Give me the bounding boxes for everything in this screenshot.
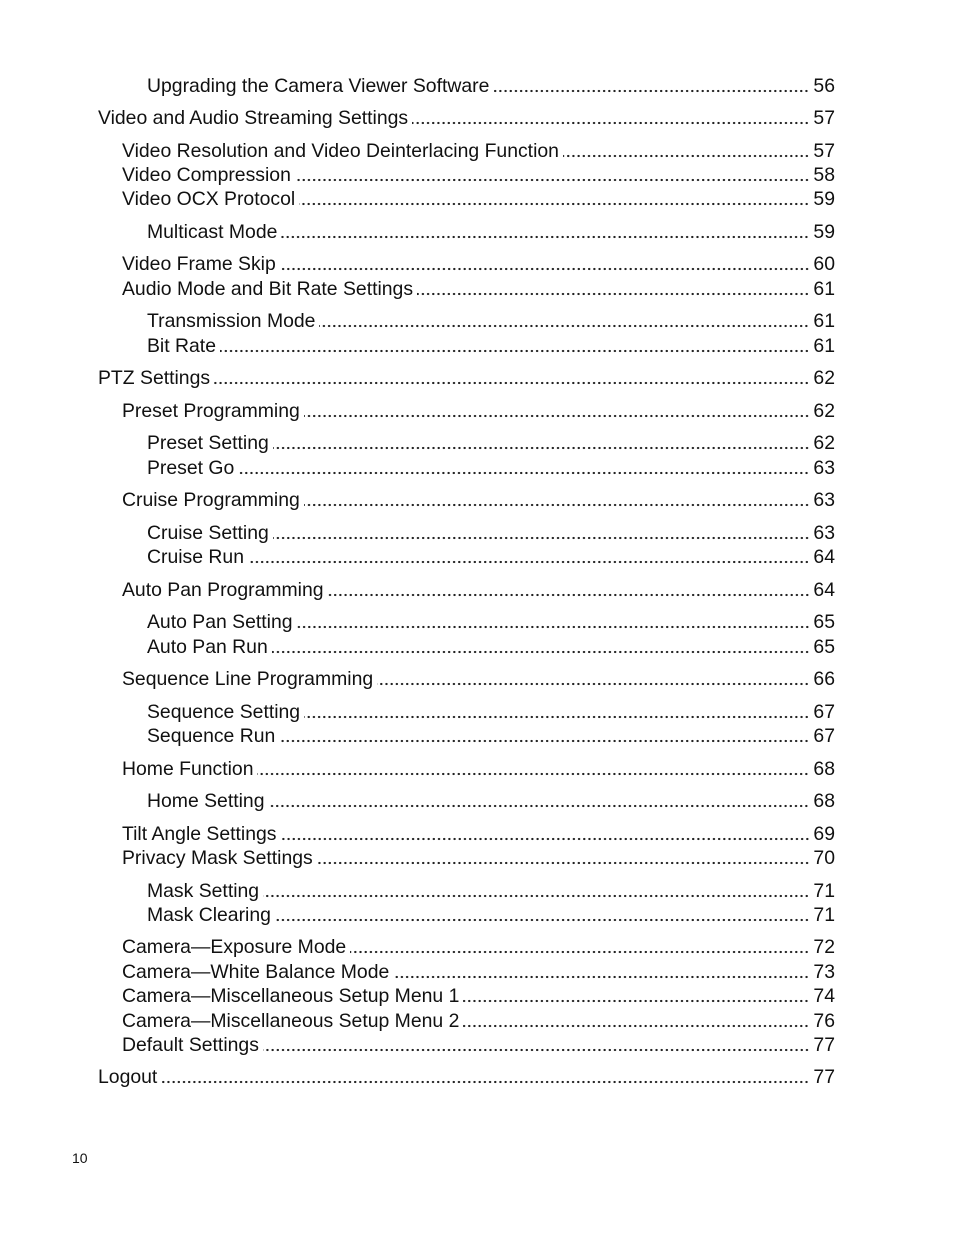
toc-entry-title: Transmission Mode xyxy=(147,310,316,332)
toc-dot-leader xyxy=(295,178,810,182)
toc-entry-title: Bit Rate xyxy=(147,335,216,357)
toc-entry[interactable] xyxy=(98,106,835,130)
toc-dot-leader xyxy=(350,950,809,954)
toc-entry[interactable] xyxy=(147,545,835,569)
toc-entry[interactable] xyxy=(122,1033,835,1057)
toc-entry[interactable] xyxy=(122,1009,835,1033)
toc-entry-title: Camera—Exposure Mode xyxy=(122,936,347,958)
toc-entry[interactable] xyxy=(122,399,835,423)
toc-dot-leader xyxy=(272,650,810,654)
toc-dot-leader xyxy=(417,292,809,296)
toc-entry-title: Privacy Mask Settings xyxy=(122,847,313,869)
toc-entry-title: PTZ Settings xyxy=(98,367,211,389)
toc-dot-leader xyxy=(317,861,810,865)
toc-entry-title: Video and Audio Streaming Settings xyxy=(98,107,409,129)
toc-entry[interactable] xyxy=(147,309,835,333)
toc-entry[interactable] xyxy=(147,610,835,634)
toc-entry-title: Auto Pan Setting xyxy=(147,611,293,633)
toc-entry-page: 67 xyxy=(813,725,835,747)
toc-entry-title: Audio Mode and Bit Rate Settings xyxy=(122,278,414,300)
toc-entry-page: 57 xyxy=(813,107,835,129)
toc-entry-page: 68 xyxy=(813,790,835,812)
toc-entry-title: Camera—Miscellaneous Setup Menu 1 xyxy=(122,985,460,1007)
toc-entry-page: 61 xyxy=(813,310,835,332)
toc-dot-leader xyxy=(280,267,810,271)
toc-entry-page: 69 xyxy=(813,823,835,845)
toc-entry-page: 62 xyxy=(813,432,835,454)
toc-entry-title: Mask Clearing xyxy=(147,904,271,926)
toc-entry[interactable] xyxy=(122,139,835,163)
toc-dot-leader xyxy=(279,739,809,743)
toc-entry[interactable] xyxy=(122,578,835,602)
toc-entry[interactable] xyxy=(147,879,835,903)
toc-entry-page: 74 xyxy=(813,985,835,1007)
toc-entry-title: Sequence Setting xyxy=(147,701,301,723)
toc-dot-leader xyxy=(304,503,810,507)
toc-dot-leader xyxy=(377,682,809,686)
toc-entry-page: 58 xyxy=(813,164,835,186)
toc-entry-title: Preset Go xyxy=(147,457,235,479)
toc-entry-page: 65 xyxy=(813,636,835,658)
toc-entry[interactable] xyxy=(122,163,835,187)
toc-entry-title: Home Setting xyxy=(147,790,265,812)
toc-entry-title: Video Frame Skip xyxy=(122,253,276,275)
toc-entry-title: Cruise Run xyxy=(147,546,244,568)
toc-entry[interactable] xyxy=(122,757,835,781)
toc-entry-title: Home Function xyxy=(122,758,254,780)
toc-dot-leader xyxy=(304,715,809,719)
toc-dot-leader xyxy=(220,349,809,353)
toc-entry[interactable] xyxy=(147,220,835,244)
toc-dot-leader xyxy=(299,202,809,206)
toc-entry[interactable] xyxy=(122,488,835,512)
toc-dot-leader xyxy=(319,324,809,328)
toc-entry[interactable] xyxy=(147,789,835,813)
toc-entry-title: Video Compression xyxy=(122,164,291,186)
toc-entry[interactable] xyxy=(122,187,835,211)
toc-dot-leader xyxy=(263,1048,810,1052)
toc-entry[interactable] xyxy=(147,74,835,98)
toc-entry-title: Auto Pan Run xyxy=(147,636,268,658)
toc-entry-title: Preset Programming xyxy=(122,400,300,422)
toc-entry-title: Auto Pan Programming xyxy=(122,579,324,601)
toc-entry-page: 68 xyxy=(813,758,835,780)
toc-dot-leader xyxy=(238,471,809,475)
toc-entry-page: 70 xyxy=(813,847,835,869)
toc-entry-page: 62 xyxy=(813,367,835,389)
toc-entry-page: 77 xyxy=(813,1066,835,1088)
toc-entry[interactable] xyxy=(122,822,835,846)
toc-entry-title: Mask Setting xyxy=(147,880,260,902)
toc-dot-leader xyxy=(281,235,809,239)
toc-entry-page: 63 xyxy=(813,489,835,511)
toc-entry[interactable] xyxy=(147,724,835,748)
toc-entry-title: Camera—Miscellaneous Setup Menu 2 xyxy=(122,1010,460,1032)
toc-entry-page: 72 xyxy=(813,936,835,958)
toc-entry-page: 63 xyxy=(813,457,835,479)
toc-dot-leader xyxy=(463,999,809,1003)
toc-entry-page: 63 xyxy=(813,522,835,544)
toc-dot-leader xyxy=(273,446,810,450)
toc-dot-leader xyxy=(493,89,809,93)
toc-entry-page: 71 xyxy=(813,880,835,902)
toc-entry-page: 66 xyxy=(813,668,835,690)
toc-dot-leader xyxy=(275,918,809,922)
toc-entry-title: Upgrading the Camera Viewer Software xyxy=(147,75,490,97)
toc-entry[interactable] xyxy=(122,935,835,959)
page-number: 10 xyxy=(72,1150,88,1166)
toc-entry-page: 59 xyxy=(813,188,835,210)
toc-dot-leader xyxy=(273,536,810,540)
toc-entry-title: Default Settings xyxy=(122,1034,259,1056)
toc-entry[interactable] xyxy=(122,667,835,691)
toc-dot-leader xyxy=(248,560,809,564)
toc-entry-title: Tilt Angle Settings xyxy=(122,823,277,845)
toc-entry-page: 59 xyxy=(813,221,835,243)
toc-entry-page: 64 xyxy=(813,546,835,568)
toc-entry[interactable] xyxy=(98,366,835,390)
toc-entry[interactable] xyxy=(147,700,835,724)
toc-dot-leader xyxy=(412,121,809,125)
toc-entry-title: Cruise Programming xyxy=(122,489,300,511)
toc-dot-leader xyxy=(281,837,810,841)
toc-entry-page: 67 xyxy=(813,701,835,723)
toc-dot-leader xyxy=(214,381,809,385)
toc-dot-leader xyxy=(563,154,809,158)
toc-dot-leader xyxy=(328,593,810,597)
toc-entry-title: Preset Setting xyxy=(147,432,269,454)
toc-entry-page: 65 xyxy=(813,611,835,633)
toc-entry[interactable] xyxy=(122,846,835,870)
toc-entry-page: 57 xyxy=(813,140,835,162)
toc-entry-title: Sequence Line Programming xyxy=(122,668,374,690)
toc-dot-leader xyxy=(463,1024,809,1028)
toc-entry[interactable] xyxy=(122,984,835,1008)
toc-dot-leader xyxy=(393,975,809,979)
toc-entry-page: 56 xyxy=(813,75,835,97)
toc-entry[interactable] xyxy=(147,521,835,545)
toc-entry-page: 62 xyxy=(813,400,835,422)
toc-dot-leader xyxy=(161,1080,809,1084)
toc-dot-leader xyxy=(257,772,809,776)
toc-entry-page: 61 xyxy=(813,278,835,300)
toc-entry-page: 64 xyxy=(813,579,835,601)
toc-dot-leader xyxy=(304,414,810,418)
toc-entry-title: Video Resolution and Video Deinterlacing Function xyxy=(122,140,559,162)
toc-dot-leader xyxy=(268,804,809,808)
toc-entry-page: 61 xyxy=(813,335,835,357)
toc-entry-page: 77 xyxy=(813,1034,835,1056)
toc-entry[interactable] xyxy=(122,277,835,301)
toc-entry-page: 71 xyxy=(813,904,835,926)
toc-entry-title: Logout xyxy=(98,1066,158,1088)
toc-dot-leader xyxy=(297,625,810,629)
toc-entry[interactable] xyxy=(147,635,835,659)
toc-entry-page: 60 xyxy=(813,253,835,275)
toc-entry[interactable] xyxy=(147,431,835,455)
toc-entry[interactable] xyxy=(147,334,835,358)
toc-entry-page: 76 xyxy=(813,1010,835,1032)
toc-entry-title: Multicast Mode xyxy=(147,221,278,243)
toc-entry[interactable] xyxy=(122,960,835,984)
toc-entry[interactable] xyxy=(122,252,835,276)
toc-entry-title: Camera—White Balance Mode xyxy=(122,961,390,983)
toc-entry[interactable] xyxy=(98,1065,835,1089)
toc-entry-title: Cruise Setting xyxy=(147,522,269,544)
toc-entry-page: 73 xyxy=(813,961,835,983)
toc-entry[interactable] xyxy=(147,903,835,927)
toc-entry[interactable] xyxy=(147,456,835,480)
toc-dot-leader xyxy=(263,894,809,898)
toc-entry-title: Sequence Run xyxy=(147,725,276,747)
toc-entry-title: Video OCX Protocol xyxy=(122,188,296,210)
